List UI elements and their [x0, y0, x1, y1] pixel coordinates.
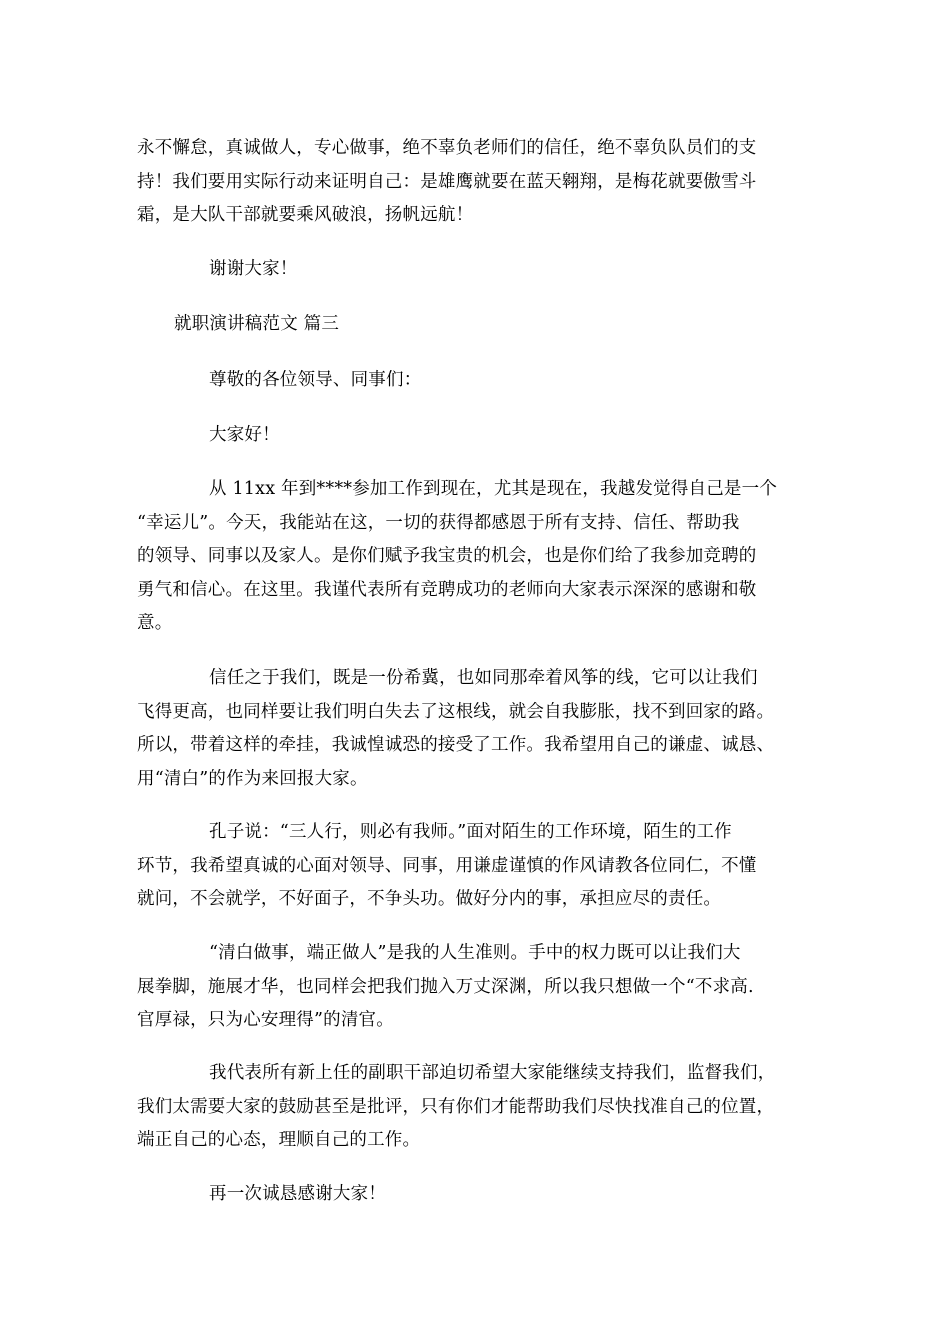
text-line: “幸运儿”。今天，我能站在这，一切的获得都感恩于所有支持、信任、帮助我	[137, 512, 740, 533]
text-line: 持！我们要用实际行动来证明自己：是雄鹰就要在蓝天翱翔，是梅花就要傲雪斗	[137, 171, 757, 192]
paragraph-trust	[137, 662, 817, 796]
text-line: 再一次诚恳感谢大家！	[209, 1184, 386, 1204]
paragraph-confucius	[137, 816, 817, 917]
text-line: 尊敬的各位领导、同事们：	[209, 370, 422, 390]
text-line: “清白做事，端正做人”是我的人生准则。手中的权力既可以让我们大	[209, 943, 741, 963]
text-line: 大家好！	[209, 425, 280, 445]
text-line: 勇气和信心。在这里。我谨代表所有竞聘成功的老师向大家表示深深的感谢和敬	[137, 579, 757, 600]
text-line: 官厚禄，只为心安理得”的清官。	[137, 1010, 394, 1030]
paragraph-salutation	[137, 364, 817, 398]
paragraph-greeting	[137, 419, 817, 453]
text-line: 我们太需要大家的鼓励甚至是批评，只有你们才能帮助我们尽快找准自己的位置，	[137, 1096, 775, 1117]
text-line: 永不懈怠，真诚做人，专心做事，绝不辜负老师们的信任，绝不辜负队员们的支	[137, 138, 757, 158]
text-line: 的领导、同事以及家人。是你们赋予我宝贵的机会，也是你们给了我参加竞聘的	[137, 546, 757, 566]
text-line: 意。	[137, 613, 173, 633]
text-line: 就问，不会就学，不好面子，不争头功。做好分内的事，承担应尽的责任。	[137, 889, 722, 909]
text-line: 谢谢大家！	[209, 259, 298, 279]
text-line: 孔子说：“三人行，则必有我师。”面对陌生的工作环境，陌生的工作	[209, 822, 732, 842]
text-line: 端正自己的心态，理顺自己的工作。	[137, 1130, 421, 1150]
paragraph-thanks	[137, 253, 817, 287]
paragraph-support	[137, 1057, 817, 1158]
text-line: 我代表所有新上任的副职干部迫切希望大家能继续支持我们，监督我们，	[209, 1063, 776, 1083]
paragraph-closing-continuation	[137, 132, 817, 233]
text-line: 从 11xx 年到****参加工作到现在，尤其是现在，我越发觉得自己是一个	[209, 479, 778, 499]
text-line: 展拳脚，施展才华，也同样会把我们抛入万丈深渊，所以我只想做一个“不求高.	[137, 976, 754, 997]
text-line: 飞得更高，也同样要让我们明白失去了这根线，就会自我膨胀，找不到回家的路。	[137, 701, 775, 722]
paragraph-final-thanks	[137, 1178, 817, 1212]
text-line: 环节，我希望真诚的心面对领导、同事，用谦虚谨慎的作风请教各位同仁，不懂	[137, 855, 757, 876]
text-line: 所以，带着这样的牵挂，我诚惶诚恐的接受了工作。我希望用自己的谦虚、诚恳、	[137, 735, 775, 755]
heading-text: 就职演讲稿范文 篇三	[174, 314, 340, 334]
paragraph-gratitude	[137, 473, 817, 641]
text-line: 信任之于我们，既是一份希冀，也如同那牵着风筝的线，它可以让我们	[209, 668, 758, 688]
section-heading	[137, 308, 817, 342]
text-line: 用“清白”的作为来回报大家。	[137, 768, 368, 789]
paragraph-principle	[137, 937, 817, 1038]
text-line: 霜，是大队干部就要乘风破浪，扬帆远航！	[137, 205, 474, 225]
